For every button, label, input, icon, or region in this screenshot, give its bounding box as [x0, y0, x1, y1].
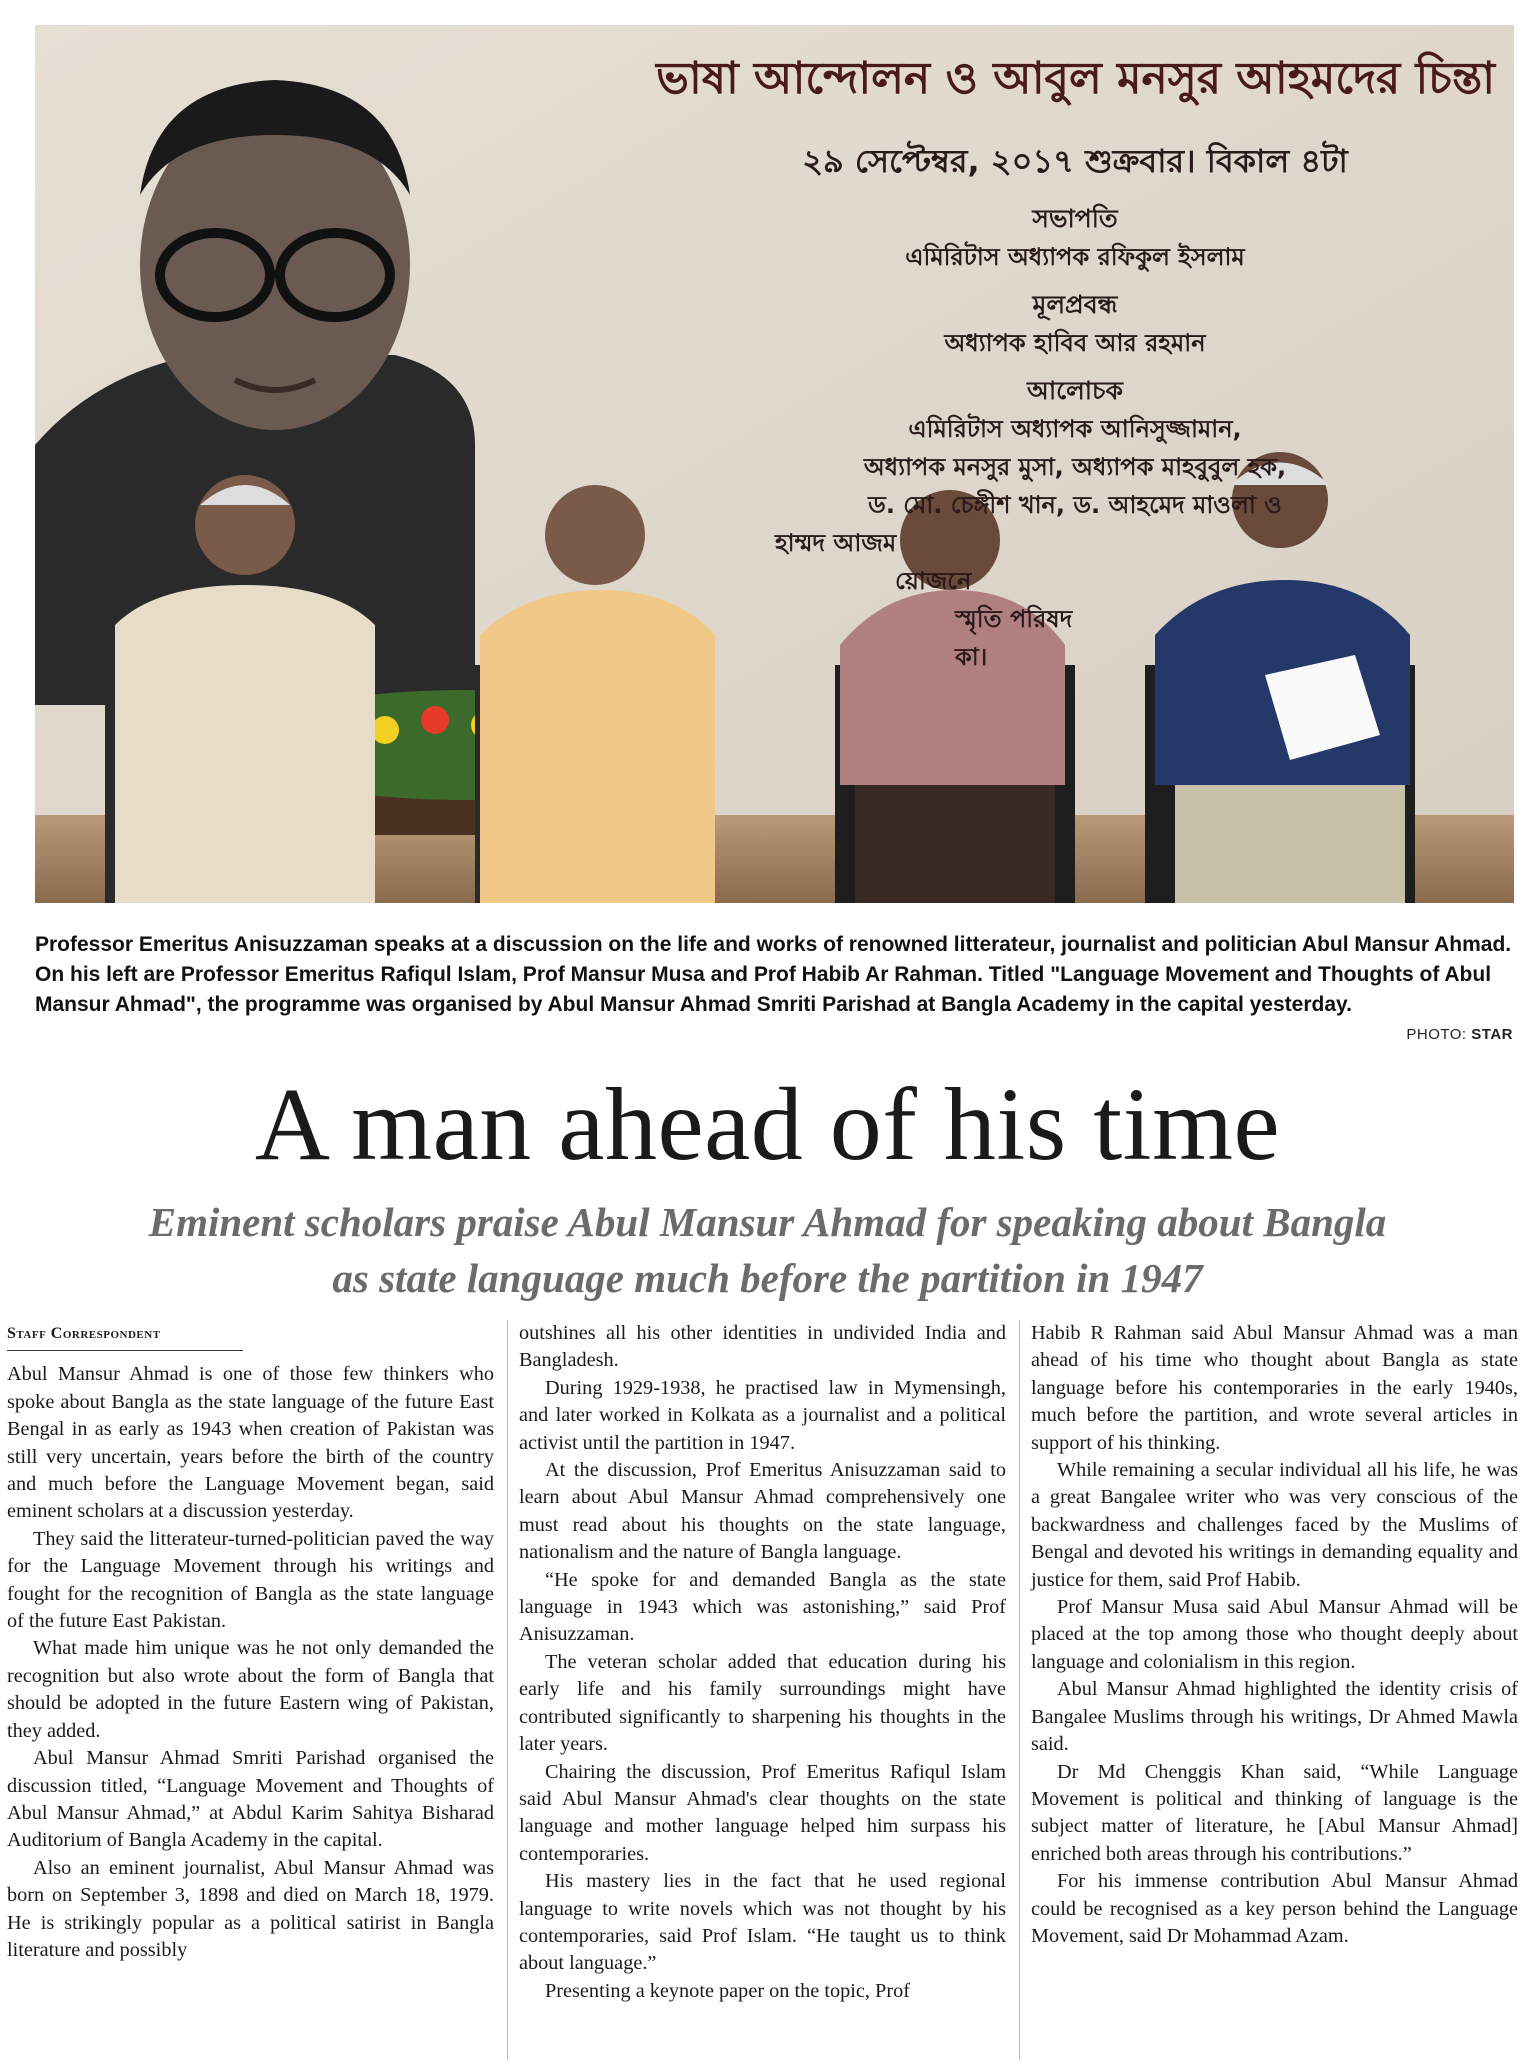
banner-line: হাম্মদ আজম: [775, 529, 897, 557]
paragraph: Abul Mansur Ahmad Smriti Parishad organised the discussion titled, “Language Movement and Thoughts of Abul Mansur Ahmad,” at Abdul Karim Sahitya Bisharad Auditorium of Bangla Academy in the capital.: [7, 1747, 494, 1852]
photo-credit: [1406, 1026, 1513, 1043]
paragraph: Abul Mansur Ahmad is one of those few thinkers who spoke about Bangla as the state language of the future East Bengal in as early as 1943 when creation of Pakistan was still very uncertain, years before the birth of the country and much before the Language Movement began, said eminent scholars at a discussion yesterday.: [7, 1363, 494, 1523]
banner-line: এমিরিটাস অধ্যাপক আনিসুজ্জামান,: [908, 415, 1242, 443]
banner-line: য়োজনে: [895, 567, 972, 595]
banner-date: ২৯ সেপ্টেম্বর, ২০১৭ শুক্রবার। বিকাল ৪টা: [802, 142, 1348, 180]
paragraph: outshines all his other identities in undivided India and Bangladesh.: [519, 1322, 1006, 1372]
column-rule: [1019, 1320, 1020, 2060]
credit-source: STAR: [1471, 1026, 1513, 1043]
paragraph: Habib R Rahman said Abul Mansur Ahmad was a man ahead of his time who thought about Bangla as state language before his contemporaries in the early 1940s, much before the partition, and wrote several articles in support of his thinking.: [1031, 1322, 1518, 1454]
banner-title: ভাষা আন্দোলন ও আবুল মনসুর আহমদের চিন্তা: [656, 53, 1495, 104]
headline: A man ahead of his time: [254, 1067, 1281, 1182]
paragraph: They said the litterateur-turned-politician paved the way for the Language Movement through his writings and fought for the recognition of Bangla as the state language of the future East Pakistan.: [7, 1527, 494, 1633]
paragraph: While remaining a secular individual all his life, he was a great Bangalee writer who was very conscious of the backwardness and challenges faced by the Muslims of Bengal and devoted his writings in demanding equality and justice for them, said Prof Habib.: [1031, 1459, 1518, 1591]
deck-line: as state language much before the partition in 1947: [332, 1255, 1203, 1301]
article-column-3: [1031, 1320, 1518, 1950]
banner-line: অধ্যাপক হাবিব আর রহমান: [944, 329, 1206, 357]
byline: Staff Correspondent: [7, 1320, 243, 1351]
paragraph: Abul Mansur Ahmad highlighted the identity crisis of Bangalee Muslims through his writings, Dr Ahmed Mawla said.: [1031, 1678, 1518, 1756]
paragraph: During 1929-1938, he practised law in Mymensingh, and later worked in Kolkata as a journalist and a political activist until the partition in 1947.: [519, 1376, 1006, 1454]
banner-line: স্মৃতি পরিষদ: [955, 605, 1073, 633]
banner-line: মূলপ্রবন্ধ: [1032, 290, 1118, 319]
paragraph: His mastery lies in the fact that he used regional language to write novels which was not thought by his contemporaries, said Prof Islam. “He taught us to think about language.”: [519, 1870, 1006, 1975]
banner-line: কা।: [955, 643, 988, 671]
paragraph: Chairing the discussion, Prof Emeritus Rafiqul Islam said Abul Mansur Ahmad's clear thoughts on the state language and mother language helped him surpass his contemporaries.: [519, 1760, 1006, 1865]
banner-line: সভাপতি: [1032, 204, 1118, 233]
paragraph: Dr Md Chenggis Khan said, “While Language Movement is political and thinking of language is the subject matter of literature, he [Abul Mansur Ahmad] enriched both areas through his contributions.”: [1031, 1760, 1518, 1865]
news-photo: [35, 25, 1514, 903]
banner-line: ড. মো. চেঙ্গীশ খান, ড. আহমেদ মাওলা ও: [868, 491, 1282, 519]
deck-line: Eminent scholars praise Abul Mansur Ahmad for speaking about Bangla: [148, 1199, 1387, 1245]
event-banner: [535, 45, 1495, 676]
column-rule: [507, 1320, 508, 2060]
paragraph: What made him unique was he not only demanded the recognition but also wrote about the form of Bangla that should be adopted in the future Eastern wing of Pakistan, they added.: [7, 1637, 494, 1742]
paragraph: Also an eminent journalist, Abul Mansur Ahmad was born on September 3, 1898 and died on March 18, 1979. He is strikingly popular as a political satirist in Bangla literature and possibly: [7, 1856, 494, 1961]
banner-line: আলোচক: [1026, 376, 1124, 405]
paragraph: Prof Mansur Musa said Abul Mansur Ahmad will be placed at the top among those who thought deeply about language and colonialism in this region.: [1031, 1596, 1518, 1673]
paragraph: At the discussion, Prof Emeritus Anisuzzaman said to learn about Abul Mansur Ahmad comprehensively one must read about his thoughts on the state language, nationalism and the nature of Bangla language.: [519, 1459, 1006, 1564]
paragraph: The veteran scholar added that education during his early life and his family surroundings might have contributed significantly to sharpening his thoughts in the later years.: [519, 1650, 1006, 1756]
banner-line: অধ্যাপক মনসুর মুসা, অধ্যাপক মাহবুবুল হক,: [863, 453, 1287, 481]
article-column-2: [519, 1320, 1006, 2005]
paragraph: For his immense contribution Abul Mansur Ahmad could be recognised as a key person behind the Language Movement, said Dr Mohammad Azam.: [1031, 1870, 1518, 1947]
paragraph: “He spoke for and demanded Bangla as the state language in 1943 which was astonishing,” said Prof Anisuzzaman.: [519, 1568, 1006, 1646]
banner-line: এমিরিটাস অধ্যাপক রফিকুল ইসলাম: [905, 243, 1245, 271]
credit-label: PHOTO:: [1406, 1026, 1467, 1043]
photo-caption: Professor Emeritus Anisuzzaman speaks at a discussion on the life and works of renowned litterateur, journalist and politician Abul Mansur Ahmad. On his left are Professor Emeritus Rafiqul Islam, Prof Mansur Musa and Prof Habib Ar Rahman. Titled "Language Movement and Thoughts of Abul Mansur Ahmad", the programme was organised by Abul Mansur Ahmad Smriti Parishad at Bangla Academy in the capital yesterday.: [35, 933, 1512, 1016]
paragraph: Presenting a keynote paper on the topic, Prof: [545, 1979, 910, 2002]
deck: [0, 1194, 1535, 1306]
article-column-1: [7, 1320, 494, 1964]
